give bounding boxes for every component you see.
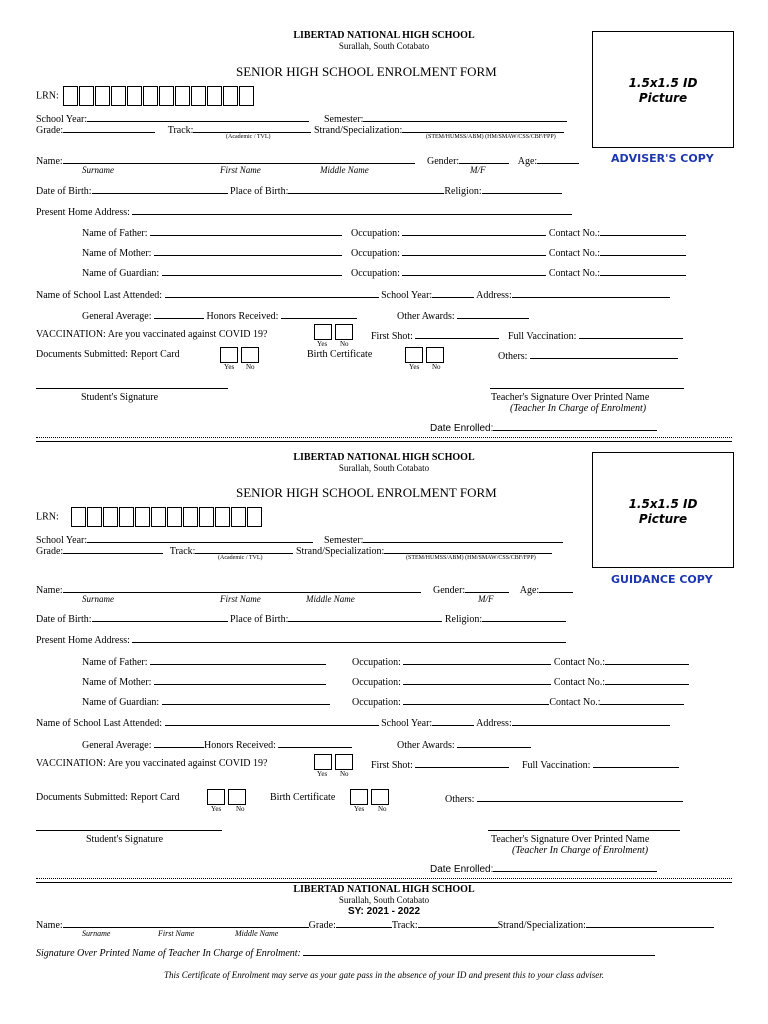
school-year-title: SY: 2021 - 2022 <box>347 906 421 917</box>
gen-avg-label: General Average: <box>82 311 152 322</box>
contact-label: Contact No.: <box>548 268 600 279</box>
birth-cert-no-label: No <box>432 363 441 371</box>
last-school-address-label: Address: <box>476 718 512 729</box>
cert-surname-hint: Surname <box>82 929 111 938</box>
last-school-label: Name of School Last Attended: <box>36 718 163 729</box>
occupation-label: Occupation: <box>351 228 400 239</box>
student-signature-label: Student's Signature <box>86 834 164 845</box>
strand-hint: (STEM/HUMSS/ABM) (HM/SMAW/CSS/CBF/FPP) <box>426 134 556 140</box>
occupation-label: Occupation: <box>352 697 401 708</box>
cert-name-label: Name: <box>36 920 63 931</box>
gender-hint: M/F <box>470 165 486 175</box>
surname-hint: Surname <box>82 594 114 604</box>
mother-label: Name of Mother: <box>82 248 152 259</box>
school-name: LIBERTAD NATIONAL HIGH SCHOOL <box>293 884 475 895</box>
report-card-yes-label: Yes <box>211 805 222 813</box>
name-label: Name: <box>36 156 63 167</box>
full-vax-label: Full Vaccination: <box>521 760 591 771</box>
name-label: Name: <box>36 585 63 596</box>
id-picture-label: 1.5x1.5 ID Picture <box>628 76 698 105</box>
vaccination-label: VACCINATION: Are you vaccinated against COVID 19? <box>36 758 268 769</box>
vax-no-label: No <box>340 340 349 348</box>
track-hint: (Academic / TVL) <box>218 555 263 561</box>
form-title: SENIOR HIGH SCHOOL ENROLMENT FORM <box>236 64 497 79</box>
birth-cert-yes-label: Yes <box>354 805 365 813</box>
occupation-label: Occupation: <box>351 248 400 259</box>
lrn-label: LRN: <box>36 90 59 102</box>
certificate-name-row <box>36 918 714 931</box>
teacher-signature-label: Teacher's Signature Over Printed Name <box>491 392 650 403</box>
report-card-no-label: No <box>246 363 255 371</box>
honors-label: Honors Received: <box>206 311 279 322</box>
gender-hint: M/F <box>478 594 494 604</box>
occupation-label: Occupation: <box>352 677 401 688</box>
strand-hint: (STEM/HUMSS/ABM) (HM/SMAW/CSS/CBF/FPP) <box>406 555 536 561</box>
report-card-no-label: No <box>236 805 245 813</box>
gender-label: Gender: <box>433 585 466 596</box>
father-label: Name of Father: <box>82 657 148 668</box>
birth-cert-label: Birth Certificate <box>307 349 373 360</box>
other-awards-label: Other Awards: <box>397 311 455 322</box>
track-hint: (Academic / TVL) <box>226 134 271 140</box>
others-label: Others: <box>498 351 528 362</box>
religion-label: Religion: <box>444 614 483 625</box>
cert-middle-name-hint: Middle Name <box>235 929 279 938</box>
cert-strand-field[interactable] <box>586 918 714 928</box>
strand-label: Strand/Specialization: <box>313 125 403 136</box>
lrn-label: LRN: <box>36 511 59 523</box>
last-school-year-label: School Year: <box>381 718 433 729</box>
last-school-year-label: School Year: <box>381 290 433 301</box>
contact-label: Contact No.: <box>553 677 605 688</box>
id-picture-label: 1.5x1.5 ID Picture <box>628 497 698 526</box>
middle-name-hint: Middle Name <box>306 594 355 604</box>
address-label: Present Home Address: <box>36 207 130 218</box>
teacher-role-label: (Teacher In Charge of Enrolment) <box>510 403 647 414</box>
gen-avg-label: General Average: <box>82 740 152 751</box>
grade-label: Grade: <box>36 546 64 557</box>
guardian-label: Name of Guardian: <box>82 697 160 708</box>
birth-cert-no-label: No <box>378 805 387 813</box>
vax-yes-label: Yes <box>317 770 328 778</box>
cert-name-field[interactable] <box>63 918 309 928</box>
strand-label: Strand/Specialization: <box>295 546 385 557</box>
cert-note: This Certificate of Enrolment may serve as your gate pass in the absence of your ID and present this to your class adviser. <box>163 970 605 980</box>
address-label: Present Home Address: <box>36 635 130 646</box>
age-label: Age: <box>519 585 540 596</box>
cert-track-field[interactable] <box>418 918 498 928</box>
dob-label: Date of Birth: <box>36 186 92 197</box>
form-title: SENIOR HIGH SCHOOL ENROLMENT FORM <box>236 485 497 500</box>
vax-yes-label: Yes <box>317 340 328 348</box>
pob-label: Place of Birth: <box>230 614 289 625</box>
report-card-yes-label: Yes <box>224 363 235 371</box>
full-vax-label: Full Vaccination: <box>507 331 577 342</box>
grade-label: Grade: <box>36 125 64 136</box>
school-name: LIBERTAD NATIONAL HIGH SCHOOL <box>293 452 475 463</box>
cert-strand-label: Strand/Specialization: <box>497 920 586 931</box>
last-school-label: Name of School Last Attended: <box>36 290 163 301</box>
semester-label: Semester: <box>324 535 364 546</box>
religion-label: Religion: <box>444 186 482 197</box>
gender-label: Gender: <box>427 156 460 167</box>
cert-first-name-hint: First Name <box>158 929 195 938</box>
guidance-copy-label: GUIDANCE COPY <box>611 573 713 586</box>
track-label: Track: <box>167 125 194 136</box>
middle-name-hint: Middle Name <box>320 165 369 175</box>
student-signature-label: Student's Signature <box>81 392 159 403</box>
cert-signature-label: Signature Over Printed Name of Teacher In Charge of Enrolment: <box>36 948 301 959</box>
cert-grade-field[interactable] <box>336 918 392 928</box>
occupation-label: Occupation: <box>351 268 400 279</box>
father-label: Name of Father: <box>82 228 148 239</box>
other-awards-label: Other Awards: <box>397 740 455 751</box>
surname-hint: Surname <box>82 165 114 175</box>
guardian-label: Name of Guardian: <box>82 268 160 279</box>
vax-no-label: No <box>340 770 349 778</box>
first-shot-label: First Shot: <box>371 331 413 342</box>
contact-label: Contact No.: <box>548 228 600 239</box>
contact-label: Contact No.: <box>548 248 600 259</box>
school-year-label: School Year: <box>36 535 88 546</box>
school-year-label: School Year: <box>36 114 88 125</box>
docs-label: Documents Submitted: <box>36 349 128 360</box>
last-school-address-label: Address: <box>476 290 512 301</box>
dob-label: Date of Birth: <box>36 614 92 625</box>
first-shot-label: First Shot: <box>371 760 413 771</box>
birth-cert-label: Birth Certificate <box>270 792 336 803</box>
school-address: Surallah, South Cotabato <box>338 895 430 905</box>
date-enrolled-label: Date Enrolled: <box>430 423 494 434</box>
date-enrolled-label: Date Enrolled: <box>430 864 494 875</box>
pob-label: Place of Birth: <box>230 186 289 197</box>
school-name: LIBERTAD NATIONAL HIGH SCHOOL <box>293 30 475 41</box>
birth-cert-yes-label: Yes <box>409 363 420 371</box>
cert-grade-label: Grade: <box>308 920 336 931</box>
report-card-label: Report Card <box>130 349 180 360</box>
first-name-hint: First Name <box>220 165 261 175</box>
docs-label: Documents Submitted: <box>36 792 128 803</box>
school-address: Surallah, South Cotabato <box>338 41 430 51</box>
teacher-role-label: (Teacher In Charge of Enrolment) <box>512 845 649 856</box>
contact-label: Contact No.: <box>553 657 605 668</box>
semester-label: Semester: <box>324 114 364 125</box>
cert-signature-field[interactable] <box>303 946 655 956</box>
teacher-signature-label: Teacher's Signature Over Printed Name <box>491 834 650 845</box>
adviser-copy-label: ADVISER'S COPY <box>611 152 714 165</box>
vaccination-label: VACCINATION: Are you vaccinated against COVID 19? <box>36 329 268 340</box>
honors-label: Honors Received: <box>204 740 276 751</box>
occupation-label: Occupation: <box>352 657 401 668</box>
contact-label: Contact No.: <box>549 697 601 708</box>
school-address: Surallah, South Cotabato <box>338 463 430 473</box>
mother-label: Name of Mother: <box>82 677 152 688</box>
first-name-hint: First Name <box>220 594 261 604</box>
age-label: Age: <box>517 156 538 167</box>
track-label: Track: <box>169 546 196 557</box>
others-label: Others: <box>445 794 475 805</box>
report-card-label: Report Card <box>130 792 180 803</box>
cert-track-label: Track: <box>391 920 418 931</box>
cert-signature-row <box>36 946 655 959</box>
